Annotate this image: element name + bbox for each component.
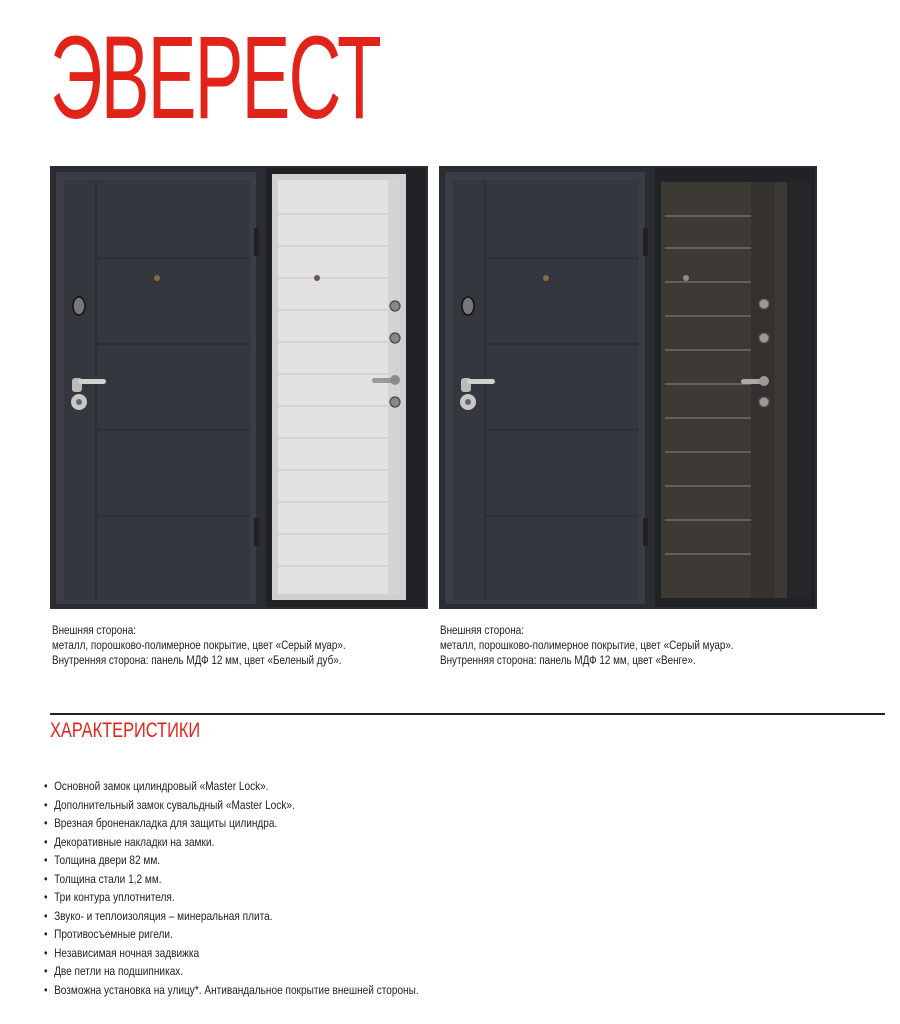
features-list [44, 777, 419, 999]
door-caption-venge [440, 624, 801, 669]
list-item: • Толщина двери 82 мм. [44, 853, 161, 867]
list-item: • Врезная броненакладка для защиты цилиндра. [44, 816, 278, 830]
caption-line: Внешняя сторона: [52, 625, 136, 637]
door-image-venge [439, 166, 817, 609]
page-title: ЭВЕРЕСТ [50, 12, 380, 144]
section-divider [50, 713, 885, 715]
caption-line: металл, порошково-полимерное покрытие, цвет «Серый муар». [440, 640, 734, 652]
list-item: • Две петли на подшипниках. [44, 964, 184, 978]
caption-line: Внешняя сторона: [440, 625, 524, 637]
caption-line: металл, порошково-полимерное покрытие, цвет «Серый муар». [52, 640, 346, 652]
caption-line: Внутренняя сторона: панель МДФ 12 мм, цвет «Беленый дуб». [52, 655, 342, 667]
list-item: • Дополнительный замок сувальдный «Master Lock». [44, 797, 295, 812]
caption-line: Внутренняя сторона: панель МДФ 12 мм, цвет «Венге». [440, 655, 696, 667]
section-title: ХАРАКТЕРИСТИКИ [50, 719, 201, 742]
list-item: • Возможна установка на улицу*. Антивандальное покрытие внешней стороны. [44, 982, 419, 997]
list-item: • Основной замок цилиндровый «Master Lock». [44, 779, 269, 793]
list-item: • Противосъемные ригели. [44, 927, 173, 941]
list-item: • Толщина стали 1,2 мм. [44, 871, 162, 886]
list-item: • Звуко- и теплоизоляция – минеральная плита. [44, 908, 273, 923]
list-item: • Декоративные накладки на замки. [44, 834, 215, 849]
list-item: • Три контура уплотнителя. [44, 890, 175, 904]
door-caption-beleny-dub [52, 624, 413, 669]
door-image-beleny-dub [50, 166, 428, 609]
list-item: • Независимая ночная задвижка [44, 945, 200, 960]
